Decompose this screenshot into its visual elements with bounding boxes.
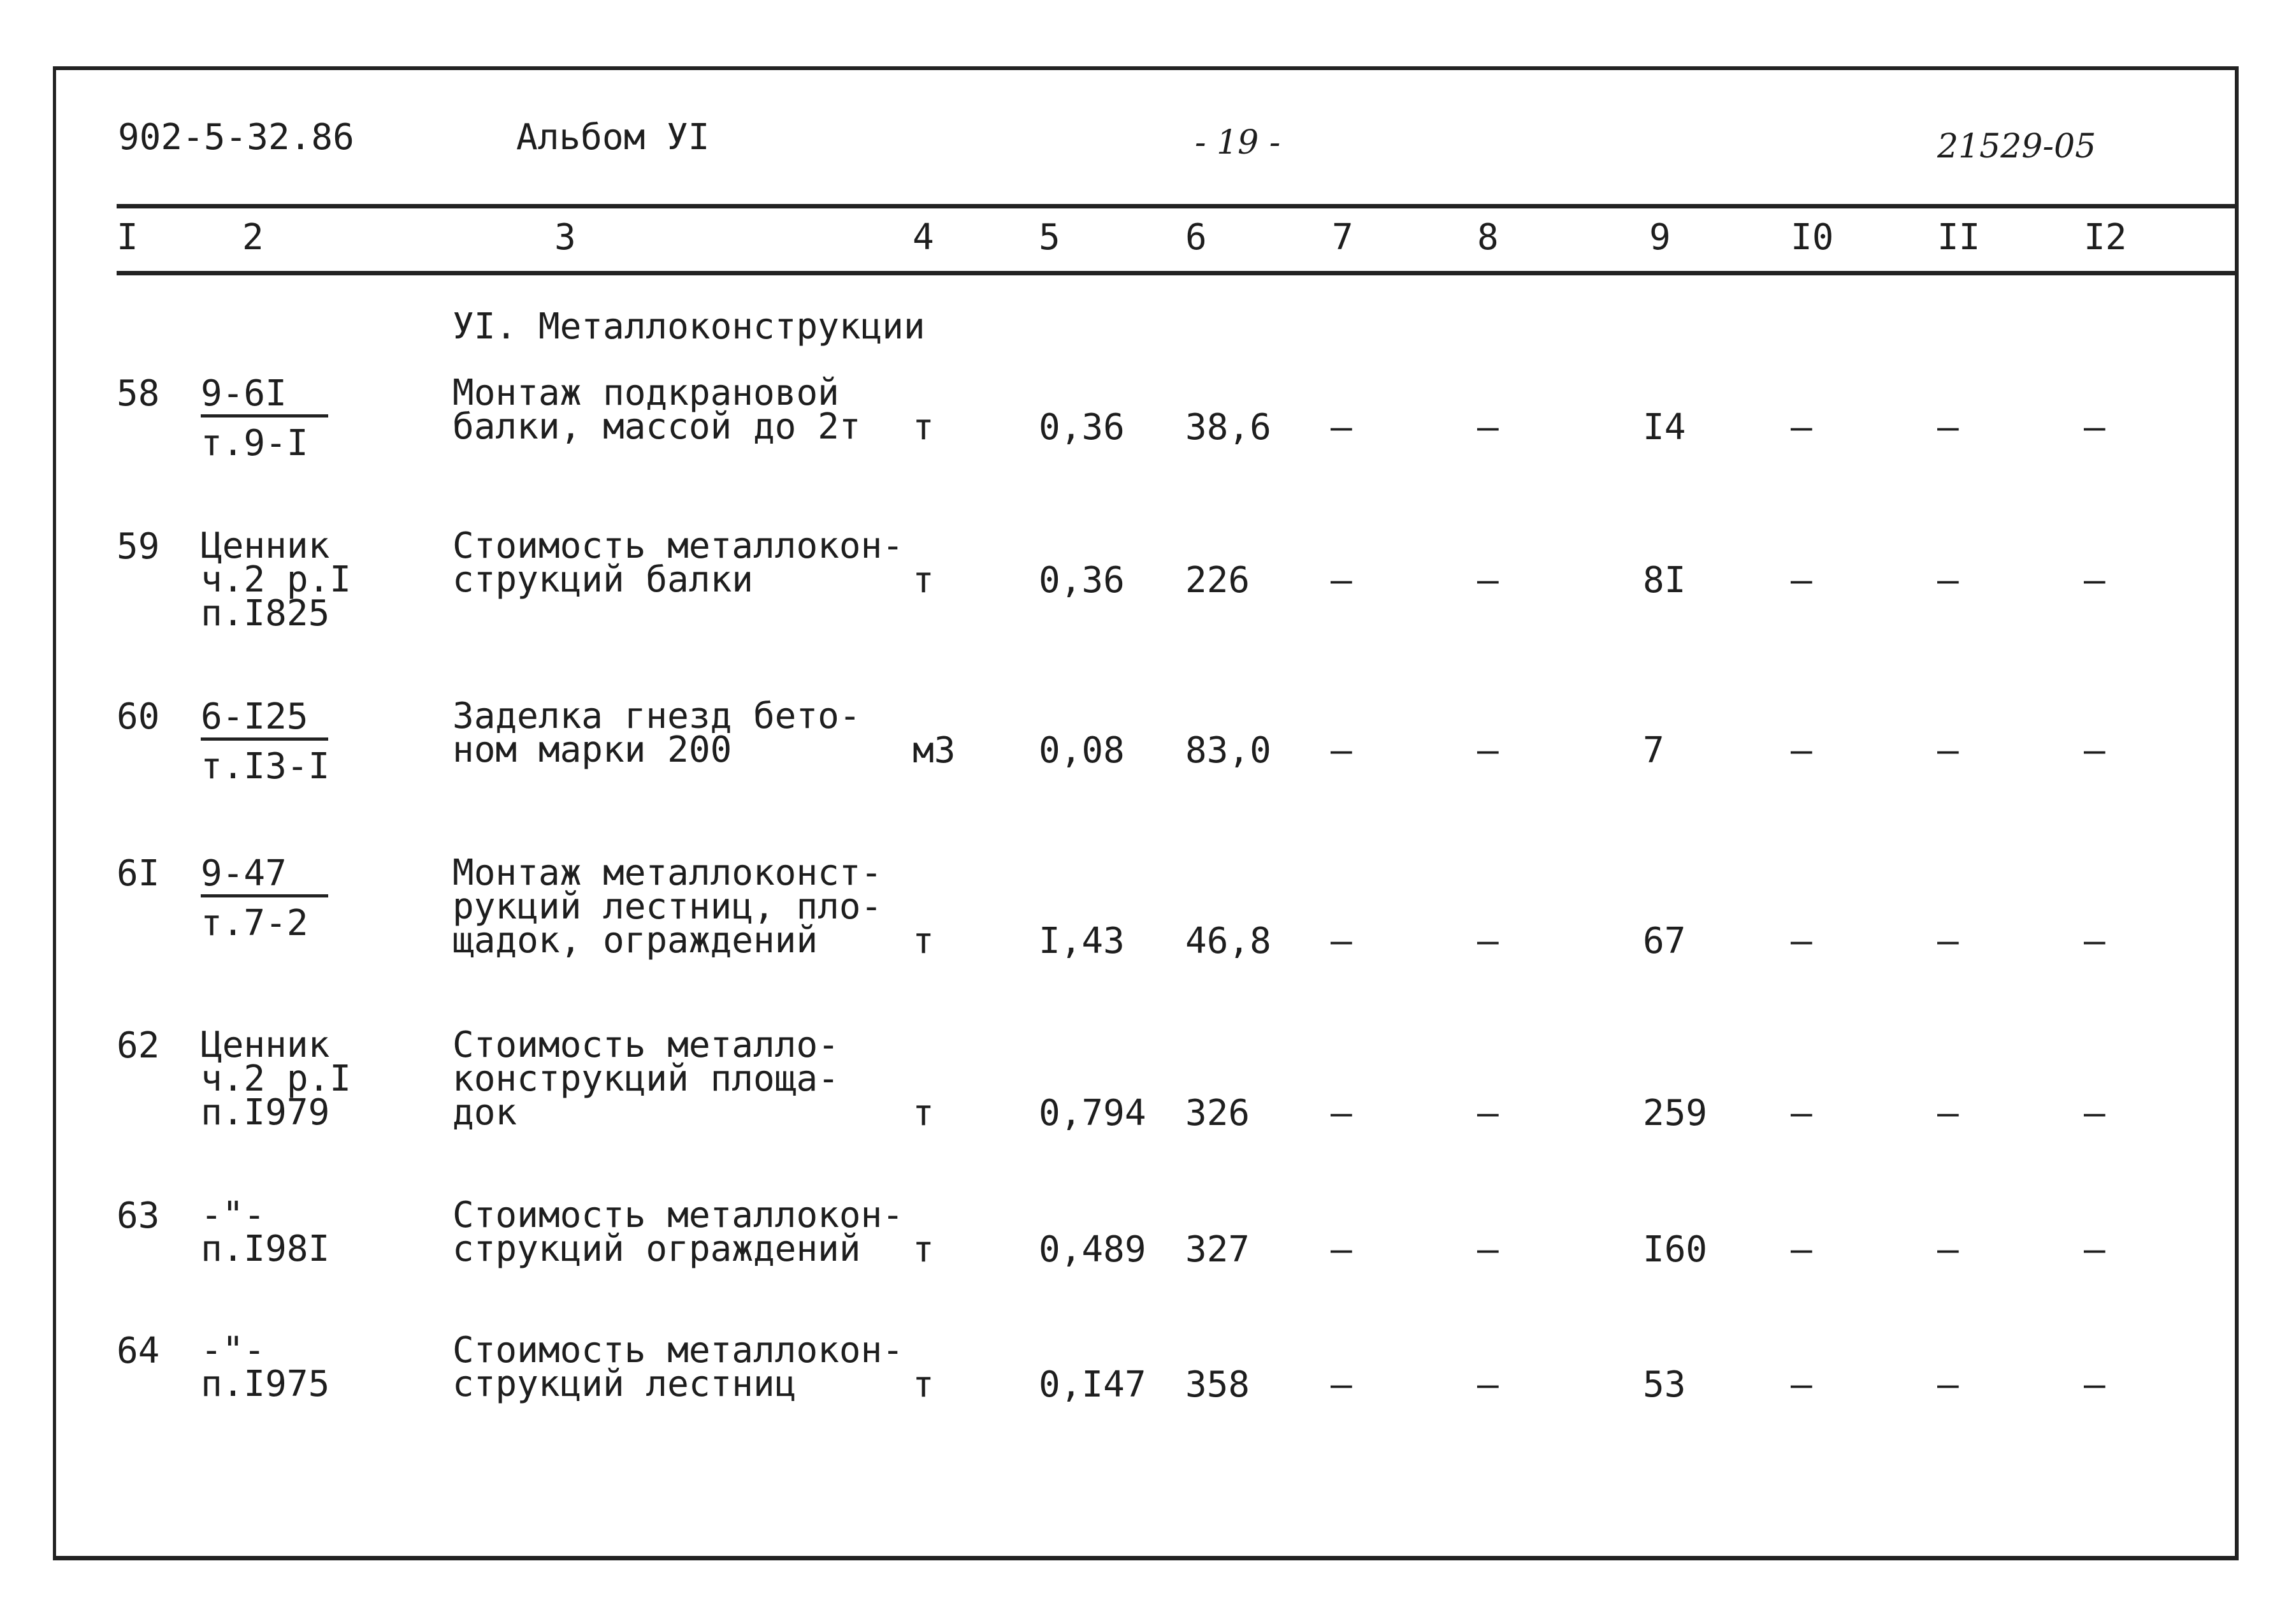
quantity: 0,36 bbox=[1039, 560, 1125, 601]
unit-cost: 358 bbox=[1185, 1364, 1250, 1405]
total-cost: 8I bbox=[1643, 560, 1686, 601]
unit-cost: 326 bbox=[1185, 1093, 1250, 1134]
row-number: 63 bbox=[117, 1195, 160, 1237]
col11-value: – bbox=[1937, 407, 1959, 448]
col12-value: – bbox=[2084, 920, 2105, 962]
col10-value: – bbox=[1791, 1364, 1812, 1405]
work-description-line: Стоимость металлокон- bbox=[452, 525, 904, 567]
column-number: 3 bbox=[554, 217, 576, 258]
page-frame bbox=[53, 66, 2239, 1560]
column-number: 5 bbox=[1039, 217, 1060, 258]
col10-value: – bbox=[1791, 1093, 1812, 1134]
column-number: 4 bbox=[913, 217, 934, 258]
col8-value: – bbox=[1477, 1364, 1499, 1405]
col11-value: – bbox=[1937, 1364, 1959, 1405]
col7-value: – bbox=[1331, 560, 1352, 601]
reference-table: т.7-2 bbox=[201, 903, 308, 944]
quantity: 0,36 bbox=[1039, 407, 1125, 448]
unit: т bbox=[913, 920, 934, 962]
col8-value: – bbox=[1477, 920, 1499, 962]
unit-cost: 83,0 bbox=[1185, 730, 1271, 771]
column-number: II bbox=[1937, 217, 1981, 258]
unit: т bbox=[913, 560, 934, 601]
work-description-line: ном марки 200 bbox=[452, 729, 732, 771]
work-description-line: Стоимость металло- bbox=[452, 1024, 839, 1066]
unit: т bbox=[913, 1093, 934, 1134]
header-rule-top bbox=[117, 204, 2239, 208]
reference-table: т.I3-I bbox=[201, 746, 330, 787]
column-number: 6 bbox=[1185, 217, 1207, 258]
column-number: I2 bbox=[2084, 217, 2127, 258]
total-cost: I4 bbox=[1643, 407, 1686, 448]
quantity: 0,I47 bbox=[1039, 1364, 1146, 1405]
work-description-line: Монтаж подкрановой bbox=[452, 372, 839, 414]
reference-code: 9-6I bbox=[201, 376, 328, 417]
work-description-line: щадок, ограждений bbox=[452, 920, 818, 961]
row-number: 60 bbox=[117, 696, 160, 737]
page-number: - 19 - bbox=[1195, 124, 1281, 162]
section-title: УI. Металлоконструкции bbox=[452, 306, 925, 347]
col12-value: – bbox=[2084, 1093, 2105, 1134]
col11-value: – bbox=[1937, 920, 1959, 962]
col10-value: – bbox=[1791, 1229, 1812, 1270]
header-rule-bottom bbox=[117, 271, 2239, 275]
col10-value: – bbox=[1791, 560, 1812, 601]
work-description-line: струкций балки bbox=[452, 559, 754, 600]
col10-value: – bbox=[1791, 730, 1812, 771]
row-number: 59 bbox=[117, 526, 160, 567]
col11-value: – bbox=[1937, 1093, 1959, 1134]
col12-value: – bbox=[2084, 730, 2105, 771]
work-description-line: Монтаж металлоконст- bbox=[452, 852, 883, 894]
reference-line: ч.2 р.I bbox=[201, 1058, 352, 1100]
column-number: 8 bbox=[1477, 217, 1499, 258]
unit-cost: 46,8 bbox=[1185, 920, 1271, 962]
reference-code: 6-I25 bbox=[201, 699, 328, 741]
row-number: 62 bbox=[117, 1025, 160, 1066]
total-cost: I60 bbox=[1643, 1229, 1708, 1270]
reference-line: п.I825 bbox=[201, 593, 330, 634]
unit: т bbox=[913, 407, 934, 448]
work-description-line: конструкций площа- bbox=[452, 1058, 839, 1100]
col7-value: – bbox=[1331, 407, 1352, 448]
unit-cost: 226 bbox=[1185, 560, 1250, 601]
col12-value: – bbox=[2084, 1229, 2105, 1270]
reference-line: п.I979 bbox=[201, 1092, 330, 1133]
col11-value: – bbox=[1937, 560, 1959, 601]
work-description-line: Стоимость металлокон- bbox=[452, 1330, 904, 1371]
col7-value: – bbox=[1331, 1364, 1352, 1405]
reference-line: п.I975 bbox=[201, 1363, 330, 1405]
total-cost: 259 bbox=[1643, 1093, 1708, 1134]
col11-value: – bbox=[1937, 1229, 1959, 1270]
work-description-line: струкций лестниц bbox=[452, 1363, 797, 1405]
column-number: 7 bbox=[1332, 217, 1354, 258]
col8-value: – bbox=[1477, 1093, 1499, 1134]
reference-line: Ценник bbox=[201, 525, 330, 567]
col8-value: – bbox=[1477, 407, 1499, 448]
work-description-line: Стоимость металлокон- bbox=[452, 1194, 904, 1236]
reference-line: Ценник bbox=[201, 1024, 330, 1066]
col10-value: – bbox=[1791, 920, 1812, 962]
col8-value: – bbox=[1477, 1229, 1499, 1270]
work-description-line: Заделка гнезд бето- bbox=[452, 695, 861, 737]
col8-value: – bbox=[1477, 560, 1499, 601]
row-number: 58 bbox=[117, 373, 160, 414]
quantity: 0,08 bbox=[1039, 730, 1125, 771]
work-description-line: док bbox=[452, 1092, 517, 1133]
reference-code: 9-47 bbox=[201, 856, 328, 897]
unit-cost: 327 bbox=[1185, 1229, 1250, 1270]
col7-value: – bbox=[1331, 1093, 1352, 1134]
unit: м3 bbox=[913, 730, 956, 771]
work-description-line: балки, массой до 2т bbox=[452, 406, 861, 447]
unit: т bbox=[913, 1364, 934, 1405]
col12-value: – bbox=[2084, 407, 2105, 448]
col7-value: – bbox=[1331, 1229, 1352, 1270]
archive-number: 21529-05 bbox=[1937, 127, 2097, 166]
row-number: 64 bbox=[117, 1330, 160, 1372]
col11-value: – bbox=[1937, 730, 1959, 771]
reference-line: -"- bbox=[201, 1330, 266, 1371]
total-cost: 53 bbox=[1643, 1364, 1686, 1405]
col8-value: – bbox=[1477, 730, 1499, 771]
unit-cost: 38,6 bbox=[1185, 407, 1271, 448]
col12-value: – bbox=[2084, 1364, 2105, 1405]
col12-value: – bbox=[2084, 560, 2105, 601]
quantity: I,43 bbox=[1039, 920, 1125, 962]
work-description-line: струкций ограждений bbox=[452, 1228, 861, 1270]
album-title: Альбом УI bbox=[516, 117, 710, 158]
doc-code: 902-5-32.86 bbox=[118, 117, 354, 158]
col7-value: – bbox=[1331, 920, 1352, 962]
column-number: 2 bbox=[242, 217, 264, 258]
reference-table: т.9-I bbox=[201, 423, 308, 464]
quantity: 0,489 bbox=[1039, 1229, 1146, 1270]
column-number: 9 bbox=[1649, 217, 1671, 258]
reference-line: п.I98I bbox=[201, 1228, 330, 1270]
column-number: I bbox=[117, 217, 138, 258]
total-cost: 67 bbox=[1643, 920, 1686, 962]
row-number: 6I bbox=[117, 853, 160, 894]
unit: т bbox=[913, 1229, 934, 1270]
col10-value: – bbox=[1791, 407, 1812, 448]
column-number: I0 bbox=[1791, 217, 1834, 258]
reference-line: -"- bbox=[201, 1194, 266, 1236]
total-cost: 7 bbox=[1643, 730, 1664, 771]
col7-value: – bbox=[1331, 730, 1352, 771]
reference-line: ч.2 р.I bbox=[201, 559, 352, 600]
work-description-line: рукций лестниц, пло- bbox=[452, 886, 883, 927]
quantity: 0,794 bbox=[1039, 1093, 1146, 1134]
